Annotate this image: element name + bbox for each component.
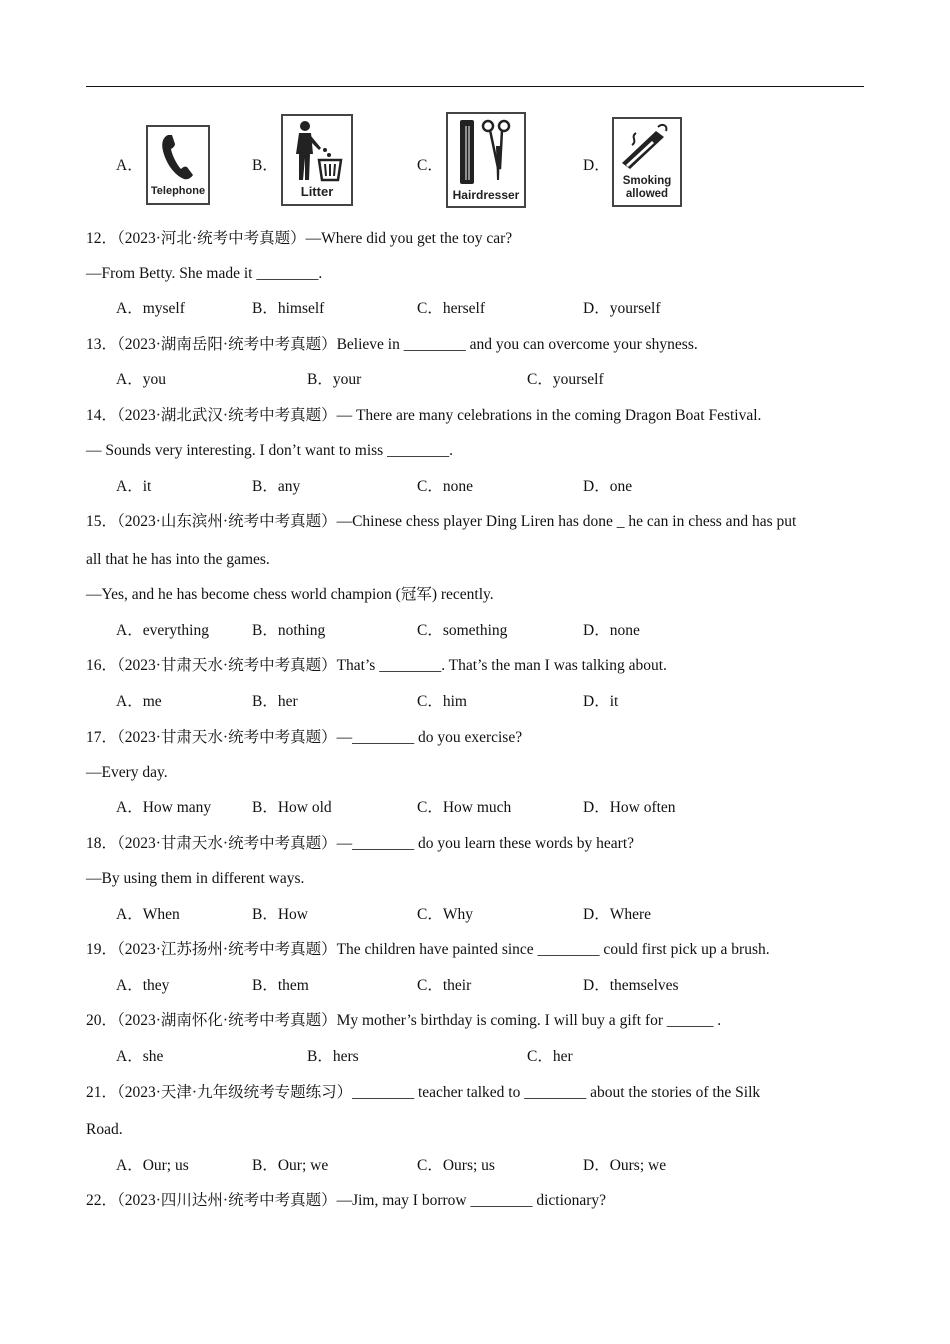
q19-option-d: D．themselves [583, 977, 679, 994]
q13-option-c: C．yourself [527, 371, 604, 388]
q14-line2: — Sounds very interesting. I don’t want to miss ________. [86, 442, 453, 459]
q14-option-c: C．none [417, 478, 473, 495]
hairdresser-label: Hairdresser [452, 188, 520, 202]
q17-stem: 17．（2023·甘肃天水·统考中考真题）—________ do you exercise? [86, 729, 523, 746]
q17-option-d: D．How often [583, 799, 676, 816]
q12-option-c: C．herself [417, 300, 486, 317]
q18-option-b: B．How [252, 906, 308, 923]
q22-stem: 22．（2023·四川达州·统考中考真题）—Jim, may I borrow ________ dictionary? [86, 1192, 607, 1209]
litter-sign [281, 114, 353, 206]
q21-stem: 21．（2023·天津·九年级统考专题练习）________ teacher talked to ________ about the stories of the Silk [86, 1084, 761, 1101]
q21-option-a: A．Our; us [116, 1157, 189, 1174]
q15-line3: —Yes, and he has become chess world champion (冠军) recently. [86, 586, 494, 603]
q20-stem: 20．（2023·湖南怀化·统考中考真题）My mother’s birthday is coming. I will buy a gift for ______ . [86, 1012, 722, 1029]
smoking-label-line2: allowed [625, 188, 669, 200]
q21-option-d: D．Ours; we [583, 1157, 667, 1174]
q21-line2: Road. [86, 1121, 123, 1138]
q19-option-c: C．their [417, 977, 472, 994]
q18-stem: 18．（2023·甘肃天水·统考中考真题）—________ do you learn these words by heart? [86, 835, 635, 852]
q16-stem: 16．（2023·甘肃天水·统考中考真题）That’s ________. That’s the man I was talking about. [86, 657, 667, 674]
q13-option-b: B．your [307, 371, 362, 388]
q17-option-b: B．How old [252, 799, 332, 816]
q20-option-c: C．her [527, 1048, 573, 1065]
q16-option-a: A．me [116, 693, 162, 710]
telephone-sign [146, 125, 210, 205]
q18-option-a: A．When [116, 906, 180, 923]
q18-option-d: D．Where [583, 906, 651, 923]
option-a-letter: A． [116, 157, 143, 174]
telephone-icon [160, 133, 196, 181]
q21-option-b: B．Our; we [252, 1157, 329, 1174]
smoking-label-line1: Smoking [622, 175, 672, 187]
q17-line2: —Every day. [86, 764, 168, 781]
q14-option-b: B．any [252, 478, 301, 495]
q18-option-c: C．Why [417, 906, 473, 923]
hairdresser-icon [456, 118, 516, 186]
q12-option-a: A．myself [116, 300, 185, 317]
q12-stem: 12．（2023·河北·统考中考真题）—Where did you get the toy car? [86, 230, 513, 247]
q15-stem: 15．（2023·山东滨州·统考中考真题）—Chinese chess player Ding Liren has done _ he can in chess and has put [86, 513, 797, 530]
q13-option-a: A．you [116, 371, 166, 388]
q13-stem: 13．（2023·湖南岳阳·统考中考真题）Believe in ________ and you can overcome your shyness. [86, 336, 698, 353]
q20-option-b: B．hers [307, 1048, 359, 1065]
q17-option-c: C．How much [417, 799, 512, 816]
telephone-label: Telephone [150, 185, 206, 197]
q19-option-a: A．they [116, 977, 170, 994]
option-d-letter: D． [583, 157, 610, 174]
q15-option-a: A．everything [116, 622, 209, 639]
smoking-icon [618, 123, 674, 171]
smoking-sign [612, 117, 682, 207]
litter-icon [289, 120, 345, 182]
q16-option-b: B．her [252, 693, 298, 710]
option-c-letter: C． [417, 157, 443, 174]
litter-label: Litter [300, 184, 334, 199]
q12-option-d: D．yourself [583, 300, 661, 317]
q12-line2: —From Betty. She made it ________. [86, 265, 323, 282]
q17-option-a: A．How many [116, 799, 212, 816]
q21-option-c: C．Ours; us [417, 1157, 495, 1174]
q19-option-b: B．them [252, 977, 309, 994]
q14-option-d: D．one [583, 478, 633, 495]
q15-option-d: D．none [583, 622, 640, 639]
header-rule [86, 86, 864, 87]
q16-option-c: C．him [417, 693, 467, 710]
q14-stem: 14．（2023·湖北武汉·统考中考真题）— There are many celebrations in the coming Dragon Boat Festival. [86, 407, 762, 424]
q15-line2: all that he has into the games. [86, 551, 270, 568]
q19-stem: 19．（2023·江苏扬州·统考中考真题）The children have painted since ________ could first pick up a brush. [86, 941, 770, 958]
q16-option-d: D．it [583, 693, 619, 710]
q14-option-a: A．it [116, 478, 152, 495]
hairdresser-sign [446, 112, 526, 208]
q12-option-b: B．himself [252, 300, 325, 317]
q15-option-c: C．something [417, 622, 508, 639]
q20-option-a: A．she [116, 1048, 164, 1065]
q18-line2: —By using them in different ways. [86, 870, 305, 887]
q15-option-b: B．nothing [252, 622, 326, 639]
option-b-letter: B． [252, 157, 278, 174]
